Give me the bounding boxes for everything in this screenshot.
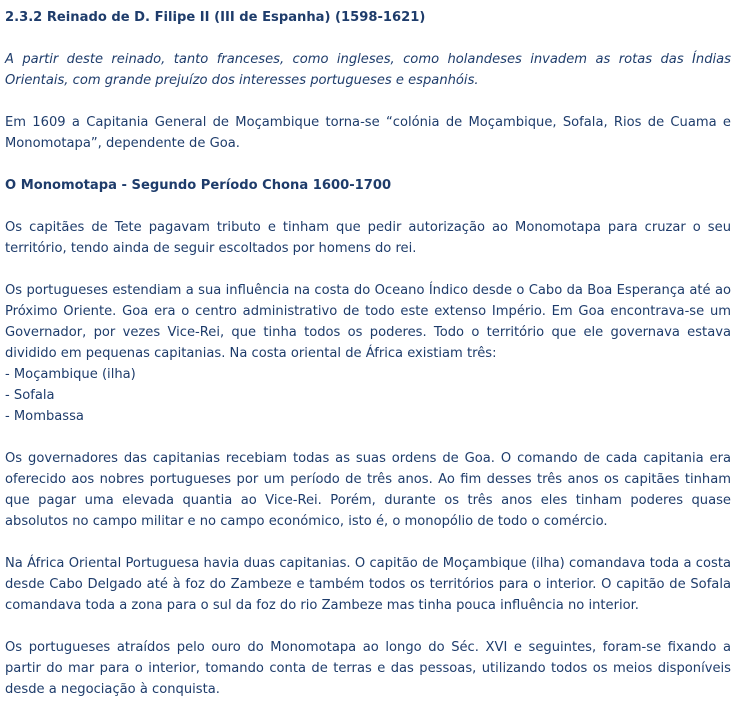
subheading-monomotapa: O Monomotapa - Segundo Período Chona 1600-1700	[5, 178, 392, 193]
section-title: 2.3.2 Reinado de D. Filipe II (III de Espanha) (1598-1621)	[5, 10, 426, 25]
paragraph-gold: Os portugueses atraídos pelo ouro do Monomotapa ao longo do Séc. XVI e seguintes, foram-se fixando a partir do mar para o interior, tomando conta de terras e das pessoas, utilizando todos os meios disponíveis desde a negociação à conquista.	[5, 640, 731, 697]
paragraph-governors: Os governadores das capitanias recebiam todas as suas ordens de Goa. O comando de cada capitania era oferecido aos nobres portugueses por um período de três anos. Ao fim desses três anos os capitães tinham que pagar uma elevada quantia ao Vice-Rei. Porém, durante os três anos eles tinham poderes quase absolutos no campo militar e no campo económico, isto é, o monopólio de todo o comércio.	[5, 451, 731, 529]
paragraph-influence: Os portugueses estendiam a sua influência na costa do Oceano Índico desde o Cabo da Boa Esperança até ao Próximo Oriente. Goa era o centro administrativo de todo este extenso Império. Em Goa encontrava-se um Governador, por vezes Vice-Rei, que tinha todos os poderes. Todo o território que ele governava estava dividido em pequenas capitanias. Na costa oriental de África existiam três:	[5, 283, 731, 361]
paragraph-1609: Em 1609 a Capitania General de Moçambique torna-se “colónia de Moçambique, Sofala, Rios de Cuama e Monomotapa”, dependente de Goa.	[5, 115, 731, 151]
list-item: - Sofala	[5, 388, 55, 403]
paragraph-africa-oriental: Na África Oriental Portuguesa havia duas capitanias. O capitão de Moçambique (ilha) comandava toda a costa desde Cabo Delgado até à foz do Zambeze e também todos os territórios para o interior. O capitão de Sofala comandava toda a zona para o sul da foz do rio Zambeze mas tinha pouca influência no interior.	[5, 556, 731, 613]
paragraph-tete: Os capitães de Tete pagavam tributo e tinham que pedir autorização ao Monomotapa para cruzar o seu território, tendo ainda de seguir escoltados por homens do rei.	[5, 220, 731, 256]
intro-paragraph: A partir deste reinado, tanto franceses, como ingleses, como holandeses invadem as rotas das Índias Orientais, com grande prejuízo dos interesses portugueses e espanhóis.	[5, 52, 731, 88]
list-item: - Mombassa	[5, 409, 84, 424]
list-item: - Moçambique (ilha)	[5, 367, 136, 382]
capitanias-list	[5, 364, 731, 427]
